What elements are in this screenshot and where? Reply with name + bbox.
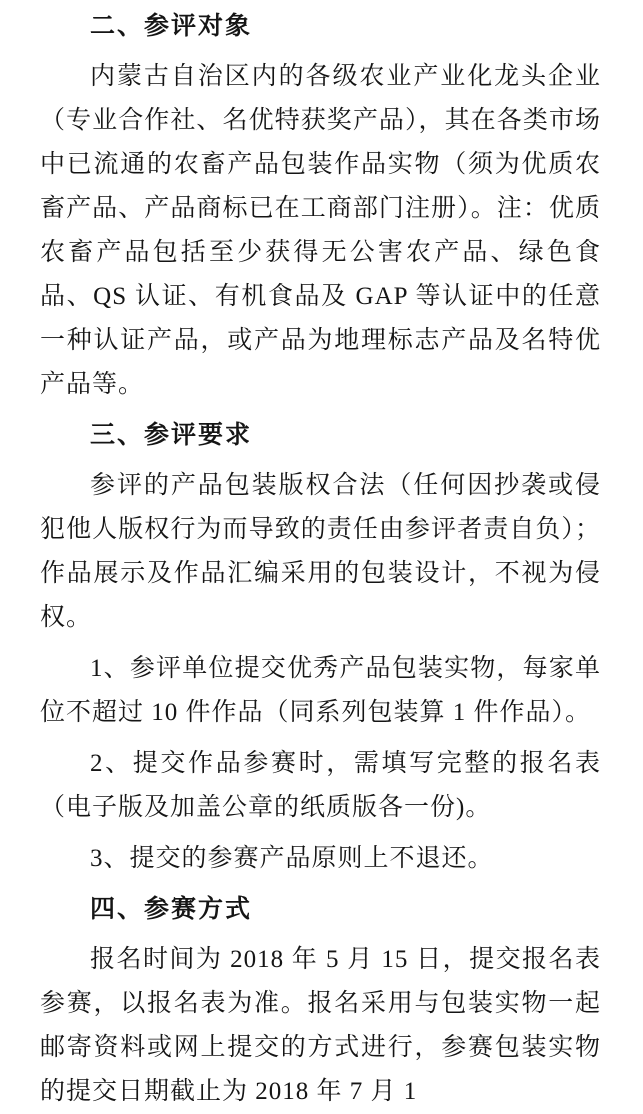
section-heading-entry-method: 四、参赛方式	[90, 896, 253, 923]
paragraph-requirement-item-2: 2、提交作品参赛时，需填写完整的报名表（电子版及加盖公章的纸质版各一份)。	[40, 750, 601, 821]
paragraph-registration-deadline: 报名时间为 2018 年 5 月 15 日，提交报名表参赛，以报名表为准。报名采用与包装实物一起邮寄资料或网上提交的方式进行，参赛包装实物的提交日期截止为 2018 年 7 月 1	[40, 946, 601, 1105]
paragraph-requirement-item-1: 1、参评单位提交优秀产品包装实物，每家单位不超过 10 件作品（同系列包装算 1 件作品）。	[40, 655, 601, 726]
paragraph-copyright-requirement: 参评的产品包装版权合法（任何因抄袭或侵犯他人版权行为而导致的责任由参评者责自负）；作品展示及作品汇编采用的包装设计，不视为侵权。	[40, 472, 601, 631]
paragraph-requirement-item-3: 3、提交的参赛产品原则上不退还。	[90, 845, 494, 872]
section-heading-participants: 二、参评对象	[90, 13, 253, 40]
section-heading-requirements: 三、参评要求	[90, 422, 253, 449]
paragraph-participants-scope: 内蒙古自治区内的各级农业产业化龙头企业（专业合作社、名优特获奖产品），其在各类市场中已流通的农畜产品包装作品实物（须为优质农畜产品、产品商标已在工商部门注册）。注：优质农畜产品包括至少获得无公害农产品、绿色食品、QS 认证、有机食品及 GAP 等认证中的任意一种认证产品，或产品为地理标志产品及名特优产品等。	[40, 63, 601, 398]
